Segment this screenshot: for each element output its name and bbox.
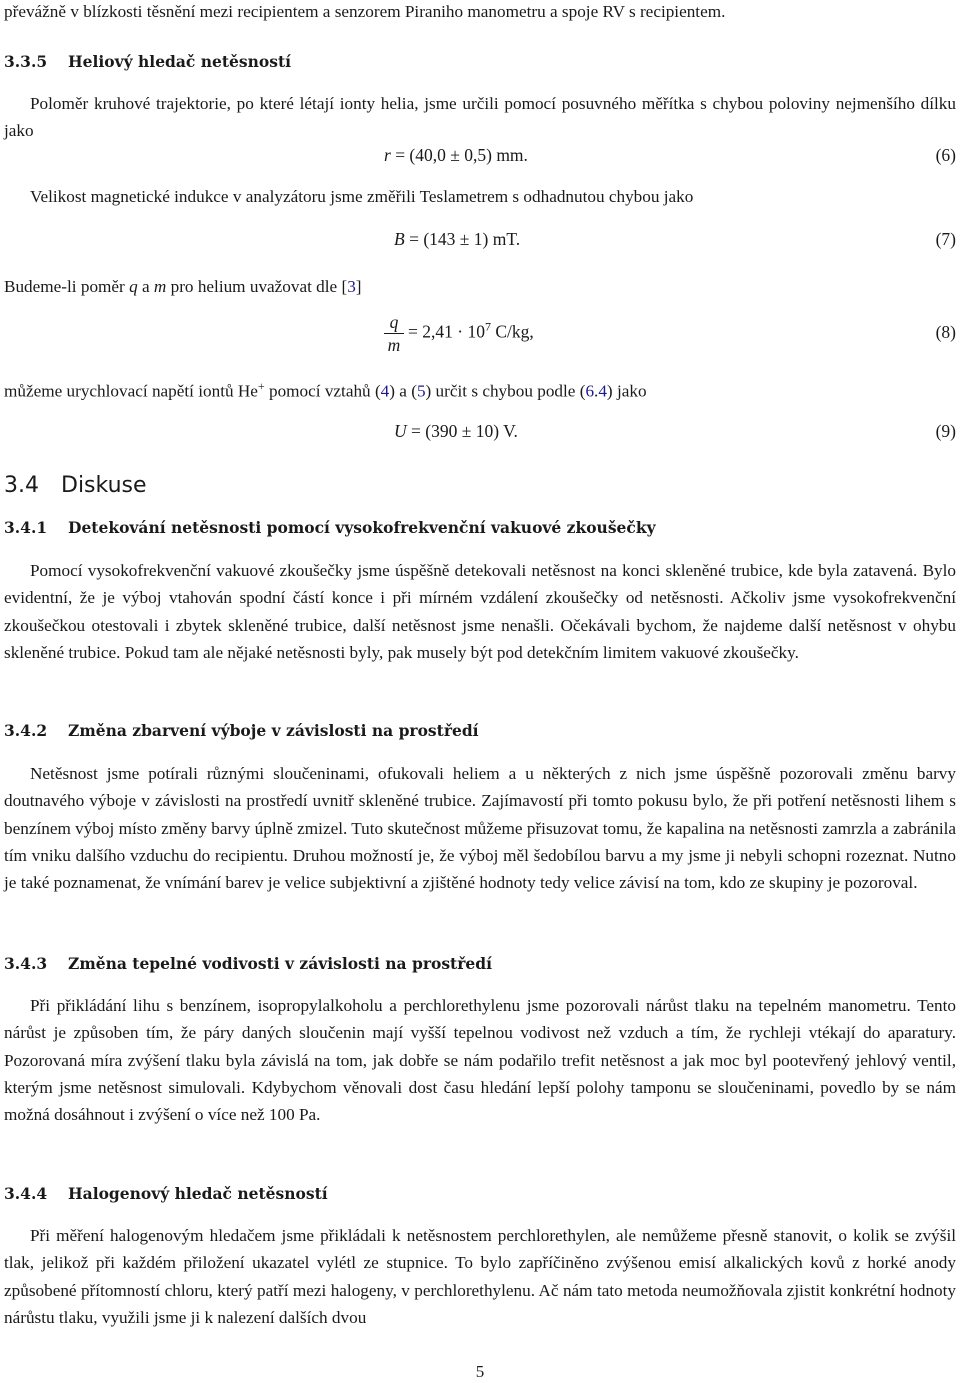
text: . <box>594 381 599 401</box>
text: pro helium uvažovat dle [ <box>170 277 348 296</box>
equation-8-number: (8) <box>935 322 956 342</box>
paragraph-3-3-5-a: Poloměr kruhové trajektorie, po které létají ionty helia, jsme určili pomocí posuvného měřítka s chybou poloviny nejmenšího dílku jako <box>4 94 956 141</box>
eq9-rhs: = (390 ± 10) V. <box>411 421 518 441</box>
paragraph-3-3-5-d <box>4 373 956 405</box>
heading-title: Heliový hledač netěsností <box>68 52 292 71</box>
page-number: 5 <box>475 1362 485 1381</box>
text: pomocí vztahů ( <box>264 381 381 401</box>
section-link[interactable]: 6 <box>585 381 595 401</box>
equation-8 <box>384 312 534 355</box>
intro-line: převážně v blízkosti těsnění mezi recipientem a senzorem Piraniho manometru a spoje RV s recipientem. <box>4 2 726 21</box>
heading-3-4 <box>4 473 956 498</box>
paragraph-3-3-5-c <box>4 273 956 300</box>
equation-6 <box>384 145 528 166</box>
heading-3-3-5 <box>4 52 956 71</box>
heading-title: Změna zbarvení výboje v závislosti na prostředí <box>68 721 479 740</box>
paragraph-3-3-5-b: Velikost magnetické indukce v analyzátoru jsme změřili Teslametrem s odhadnutou chybou jako <box>30 187 694 206</box>
text: ) určit s chybou podle ( <box>425 381 586 401</box>
text: můžeme urychlovací napětí iontů He <box>4 381 258 401</box>
heading-title: Diskuse <box>61 473 147 498</box>
heading-3-4-3 <box>4 954 956 973</box>
text: ) jako <box>606 381 647 401</box>
text: ] <box>355 277 362 296</box>
eq8-rhs-a: = 2,41 · 10 <box>408 321 485 342</box>
fraction-bar <box>384 333 404 334</box>
text: ) a ( <box>389 381 417 401</box>
heading-number: 3.4.4 <box>4 1184 48 1203</box>
fraction-numerator: q <box>389 312 399 332</box>
equation-6-number: (6) <box>935 145 956 165</box>
eq8-exponent: 7 <box>484 319 491 334</box>
equation-7-number: (7) <box>935 229 956 249</box>
superscript-plus: + <box>257 379 265 393</box>
heading-number: 3.4.2 <box>4 721 48 740</box>
paragraph-3-4-2: Netěsnost jsme potírali různými sloučeninami, ofukovali heliem a u některých z nich jsme úspěšně pozorovali změnu barvy doutnavého výboje v závislosti na prostředí uvnitř skleněné trubice. Zajímavostí při tomto pokusu bylo, že při potření netěsnosti lihem s benzínem výboj místo změny barvy úplně zmizel. Tuto skutečnost můžeme přisuzovat tomu, že kapalina na netěsnosti zamrzla a zabránila tím vniku dalšího vzduchu do recipientu. Druhou možností je, že výboj měl šedobílou barvu a my jsme ji nebyli schopni rozeznat. Nutno je také poznamenat, že vnímání barev je velice subjektivní a zjištěné hodnoty tedy velice závisí na tom, kdo ze skupiny je pozoroval. <box>4 764 956 893</box>
heading-number: 3.4.1 <box>4 518 48 537</box>
text: Budeme-li poměr <box>4 277 125 296</box>
equation-9 <box>394 421 518 442</box>
equation-link[interactable]: 4 <box>380 381 390 401</box>
equation-link[interactable]: 5 <box>416 381 426 401</box>
eq7-rhs: = (143 ± 1) mT. <box>409 229 521 249</box>
equation-9-number: (9) <box>935 421 956 441</box>
eq6-lhs: r <box>384 145 391 165</box>
section-link[interactable]: 4 <box>598 381 607 401</box>
citation-link[interactable]: 3 <box>347 277 356 296</box>
paragraph-3-4-4: Při měření halogenovým hledačem jsme přikládali k netěsnostem perchlorethylen, ale nemůžeme přesně stanovit, o kolik se zvýšil tlak, jelikož při každém přiložení ukazatel vylétl ze stupnice. To bylo zapříčiněno zvýšenou emisí alkalických kovů z horké anody způsobené přítomností chloru, který patří mezi halogeny, v perchlorethylenu. Ač nám tato metoda neumožňovala zjistit konkrétní hodnoty nárůstu tlaku, využili jsme ji k nalezení dalších dvou <box>4 1226 956 1327</box>
heading-number: 3.4 <box>4 473 39 498</box>
math-m: m <box>153 277 167 296</box>
eq9-lhs: U <box>394 421 407 441</box>
heading-number: 3.3.5 <box>4 52 48 71</box>
heading-title: Změna tepelné vodivosti v závislosti na prostředí <box>68 954 492 973</box>
equation-7 <box>394 229 520 250</box>
heading-number: 3.4.3 <box>4 954 48 973</box>
fraction-q-over-m <box>384 312 404 355</box>
heading-3-4-1 <box>4 518 956 537</box>
eq8-rhs-b: C/kg, <box>490 321 534 342</box>
heading-3-4-4 <box>4 1184 956 1203</box>
heading-3-4-2 <box>4 721 956 740</box>
paragraph-3-4-3: Při přikládání lihu s benzínem, isopropylalkoholu a perchlorethylenu jsme pozorovali nárůst tlaku na tepelném manometru. Tento nárůst je způsoben tím, že páry daných sloučenin mají vyšší tepelnou vodivost než vzduch a tím, že rychleji vtékají do aparatury. Pozorovaná míra zvýšení tlaku byla závislá na tom, jak dobře se nám podařilo trefit netěsnost a jak moc byl pootevřený jehlový ventil, kterým jsme netěsnost simulovali. Kdybychom věnovali dost času hledání lepší polohy tamponu se sloučeninami, povedlo by se nám možná dosáhnout i zvýšení o více než 100 Pa. <box>4 996 956 1125</box>
math-q: q <box>129 277 138 296</box>
text: a <box>141 277 150 296</box>
eq7-lhs: B <box>394 229 405 249</box>
heading-title: Detekování netěsnosti pomocí vysokofrekvenční vakuové zkoušečky <box>68 518 656 537</box>
eq6-rhs: = (40,0 ± 0,5) mm. <box>395 145 528 165</box>
heading-title: Halogenový hledač netěsností <box>68 1184 328 1203</box>
paragraph-3-4-1: Pomocí vysokofrekvenční vakuové zkoušečky jsme úspěšně detekovali netěsnost na konci skleněné trubice, kde byla zatavená. Bylo evidentní, že je výboj vtahován spodní částí konce i při mírném vzdálení zkoušečky od netěsnosti. Ačkoliv jsme vysokofrekvenční zkoušečkou otestovali i zbytek skleněné trubice, další netěsnost jsme nenašli. Očekávali bychom, že najdeme další netěsnost v ohybu skleněné trubice. Pokud tam ale nějaké netěsnosti byly, pak musely být pod detekčním limitem vakuové zkoušečky. <box>4 561 956 662</box>
fraction-denominator: m <box>387 335 401 355</box>
